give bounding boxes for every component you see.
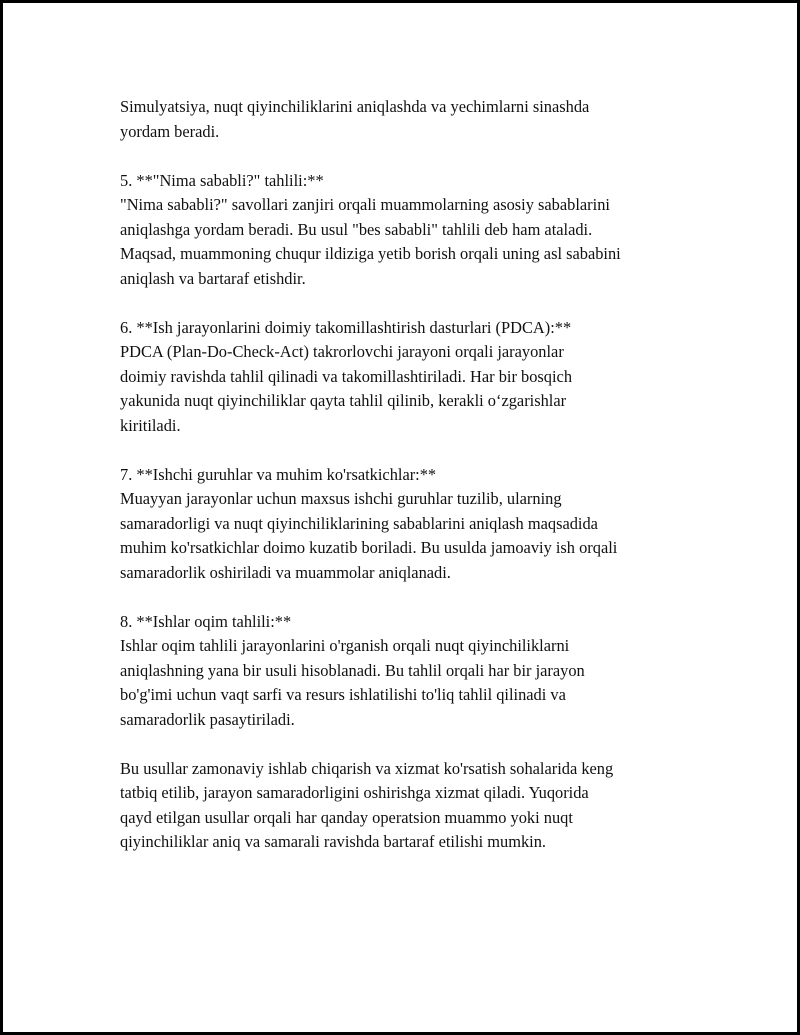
paragraph-simulation: Simulyatsiya, nuqt qiyinchiliklarini aniqlashda va yechimlarni sinashda yordam beradi. (120, 97, 590, 141)
paragraph-workflow-analysis: 8. **Ishlar oqim tahlili:** Ishlar oqim tahlili jarayonlarini o'rganish orqali nuqt qiyinchiliklarni aniqlashning yana bir usuli hisoblanadi. Bu tahlil orqali har bir jarayon bo'g'imi uchun vaqt sarfi va resurs ishlatilishi to'liq tahlil qilinadi va samaradorlik pasaytiriladi. (120, 611, 585, 729)
paragraph-pdca: 6. **Ish jarayonlarini doimiy takomillashtirish dasturlari (PDCA):** PDCA (Plan-Do-Check-Act) takrorlovchi jarayoni orqali jarayonlar doimiy ravishda tahlil qilinadi va takomillashtiriladi. Har bir bosqich yakunida nuqt qiyinchiliklar qayta tahlil qilinib, kerakli o‘zgarishlar kiritiladi. (120, 317, 573, 435)
paragraph-why-analysis: 5. **"Nima sababli?" tahlili:** "Nima sababli?" savollari zanjiri orqali muammolarning asosiy sabablarini aniqlashga yordam beradi. Bu usul "bes sababli" tahlili deb ham ataladi. Maqsad, muammoning chuqur ildiziga yetib borish orqali uning asl sababini aniqlash va bartaraf etishdir. (120, 170, 621, 288)
paragraph-working-groups: 7. **Ishchi guruhlar va muhim ko'rsatkichlar:** Muayyan jarayonlar uchun maxsus ishchi guruhlar tuzilib, ularning samaradorligi va nuqt qiyinchiliklarining sabablarini aniqlash maqsadida muhim ko'rsatkichlar doimo kuzatib boriladi. Bu usulda jamoaviy ish orqali samaradorlik oshiriladi va muammolar aniqlanadi. (120, 464, 618, 582)
paragraph-conclusion: Bu usullar zamonaviy ishlab chiqarish va xizmat ko'rsatish sohalarida keng tatbiq etilib, jarayon samaradorligini oshirishga xizmat qiladi. Yuqorida qayd etilgan usullar orqali har qanday operatsion muammo yoki nuqt qiyinchiliklar aniq va samarali ravishda bartaraf etilishi mumkin. (120, 758, 614, 851)
document-body (120, 95, 695, 855)
